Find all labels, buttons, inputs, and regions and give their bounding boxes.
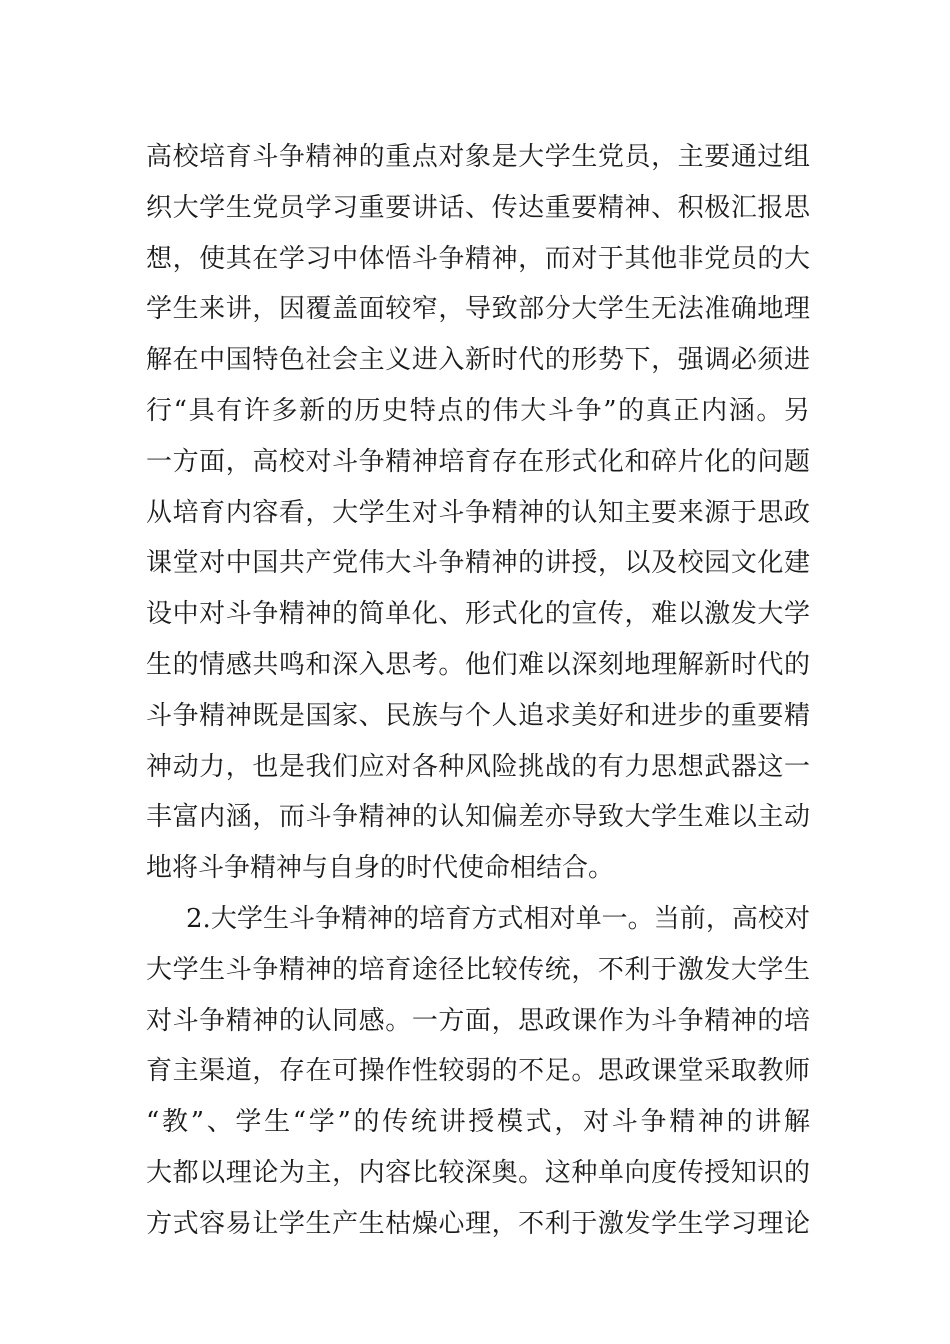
text-line: 课堂对中国共产党伟大斗争精神的讲授，以及校园文化建: [146, 548, 810, 579]
text-line: 设中对斗争精神的简单化、形式化的宣传，难以激发大学: [146, 599, 810, 630]
text-line: 一方面，高校对斗争精神培育存在形式化和碎片化的问题: [146, 446, 810, 477]
text-line: 对斗争精神的认同感。一方面，思政课作为斗争精神的培: [146, 1005, 810, 1036]
text-line: 从培育内容看，大学生对斗争精神的认知主要来源于思政: [146, 497, 810, 528]
body-text: [146, 132, 810, 1250]
text-line: 大都以理论为主，内容比较深奥。这种单向度传授知识的: [146, 1157, 810, 1188]
text-line: 高校培育斗争精神的重点对象是大学生党员，主要通过组: [146, 142, 810, 172]
text-line: 神动力，也是我们应对各种风险挑战的有力思想武器这一: [146, 751, 810, 782]
text-line: 大学生斗争精神的培育途径比较传统，不利于激发大学生: [146, 954, 810, 985]
text-line: 织大学生党员学习重要讲话、传达重要精神、积极汇报思: [146, 192, 810, 223]
text-line: 生的情感共鸣和深入思考。他们难以深刻地理解新时代的: [146, 649, 810, 680]
paragraph-end-line: 地将斗争精神与自身的时代使命相结合。: [146, 853, 615, 884]
text-line: 育主渠道，存在可操作性较弱的不足。思政课堂采取教师: [146, 1056, 810, 1087]
text-line: “教”、学生“学”的传统讲授模式，对斗争精神的讲解: [146, 1107, 810, 1138]
text-line: 方式容易让学生产生枯燥心理，不利于激发学生学习理论: [146, 1208, 810, 1239]
text-line: 丰富内涵，而斗争精神的认知偏差亦导致大学生难以主动: [146, 802, 810, 833]
text-line: 解在中国特色社会主义进入新时代的形势下，强调必须进: [146, 345, 810, 376]
text-line: 行“具有许多新的历史特点的伟大斗争”的真正内涵。另: [146, 395, 810, 426]
text-line: 想，使其在学习中体悟斗争精神，而对于其他非党员的大: [146, 243, 810, 274]
text-line: 学生来讲，因覆盖面较窄，导致部分大学生无法准确地理: [146, 294, 810, 325]
text-line: 斗争精神既是国家、民族与个人追求美好和进步的重要精: [146, 700, 810, 731]
section-heading-line: 2.大学生斗争精神的培育方式相对单一。当前，高校对: [186, 903, 810, 934]
